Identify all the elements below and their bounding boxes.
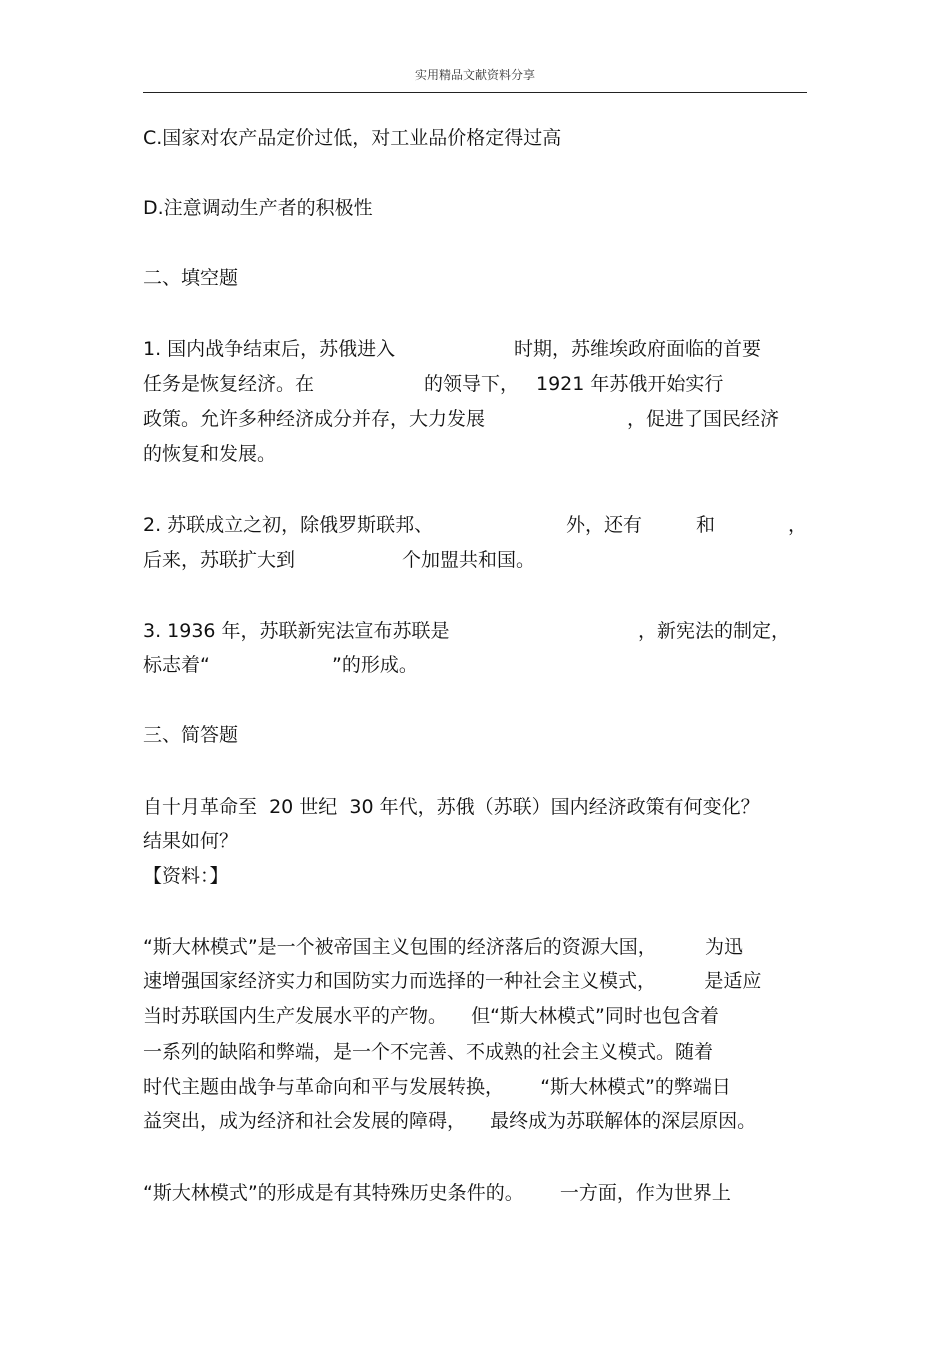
material-label: 【资料：】 xyxy=(143,865,229,887)
q3-line1-end: ，新宪法的制定， xyxy=(638,620,791,642)
q2-line2-start: 后来，苏联扩大到 xyxy=(143,549,296,571)
q3-line1-start: 3. 1936 年，苏联新宪法宣布苏联是 xyxy=(143,620,450,642)
paragraph-line: 益突出，成为经济和社会发展的障碍， 最终成为苏联解体的深层原因。 xyxy=(143,1110,757,1132)
section-heading-fill-in: 二、填空题 xyxy=(143,267,239,289)
question-line2: 结果如何？ xyxy=(143,830,239,852)
option-d: D.注意调动生产者的积极性 xyxy=(143,197,373,219)
section-heading-short-answer: 三、简答题 xyxy=(143,724,239,746)
page-header: 实用精品文献资料分享 xyxy=(414,68,535,82)
q1-line2-start: 任务是恢复经济。在 xyxy=(143,373,315,395)
q2-line1-mid: 外，还有 xyxy=(566,514,643,536)
option-c: C.国家对农产品定价过低，对工业品价格定得过高 xyxy=(143,127,562,149)
q1-line1-start: 1. 国内战争结束后，苏俄进入 xyxy=(143,338,396,360)
q1-line3-start: 政策。允许多种经济成分并存，大力发展 xyxy=(143,408,486,430)
paragraph-line: “斯大林模式”的形成是有其特殊历史条件的。 一方面，作为世界上 xyxy=(143,1182,731,1204)
q3-line2-start: 标志着“ xyxy=(143,654,210,676)
q1-line2-end: 1921 年苏俄开始实行 xyxy=(536,373,724,395)
q1-line4: 的恢复和发展。 xyxy=(143,443,277,465)
q2-line1-comma: ， xyxy=(788,514,808,536)
paragraph-line: 一系列的缺陷和弊端，是一个不完善、不成熟的社会主义模式。随着 xyxy=(143,1041,714,1063)
q1-line3-end: ，促进了国民经济 xyxy=(627,408,780,430)
q2-line1-start: 2. 苏联成立之初，除俄罗斯联邦、 xyxy=(143,514,434,536)
q1-line1-end: 时期，苏维埃政府面临的首要 xyxy=(514,338,762,360)
paragraph-line: “斯大林模式”是一个被帝国主义包围的经济落后的资源大国， 为迅 xyxy=(143,936,744,958)
paragraph-line: 速增强国家经济实力和国防实力而选择的一种社会主义模式， 是适应 xyxy=(143,970,762,992)
question-line1: 自十月革命至 20 世纪 30 年代，苏俄（苏联）国内经济政策有何变化？ xyxy=(143,796,760,818)
paragraph-line: 当时苏联国内生产发展水平的产物。 但“斯大林模式”同时也包含着 xyxy=(143,1005,719,1027)
header-rule xyxy=(143,92,807,93)
q2-line1-and: 和 xyxy=(696,514,716,536)
q3-line2-end: ”的形成。 xyxy=(332,654,418,676)
paragraph-line: 时代主题由战争与革命向和平与发展转换， “斯大林模式”的弊端日 xyxy=(143,1076,731,1098)
q1-line2-mid: 的领导下， xyxy=(424,373,520,395)
q2-line2-end: 个加盟共和国。 xyxy=(402,549,536,571)
